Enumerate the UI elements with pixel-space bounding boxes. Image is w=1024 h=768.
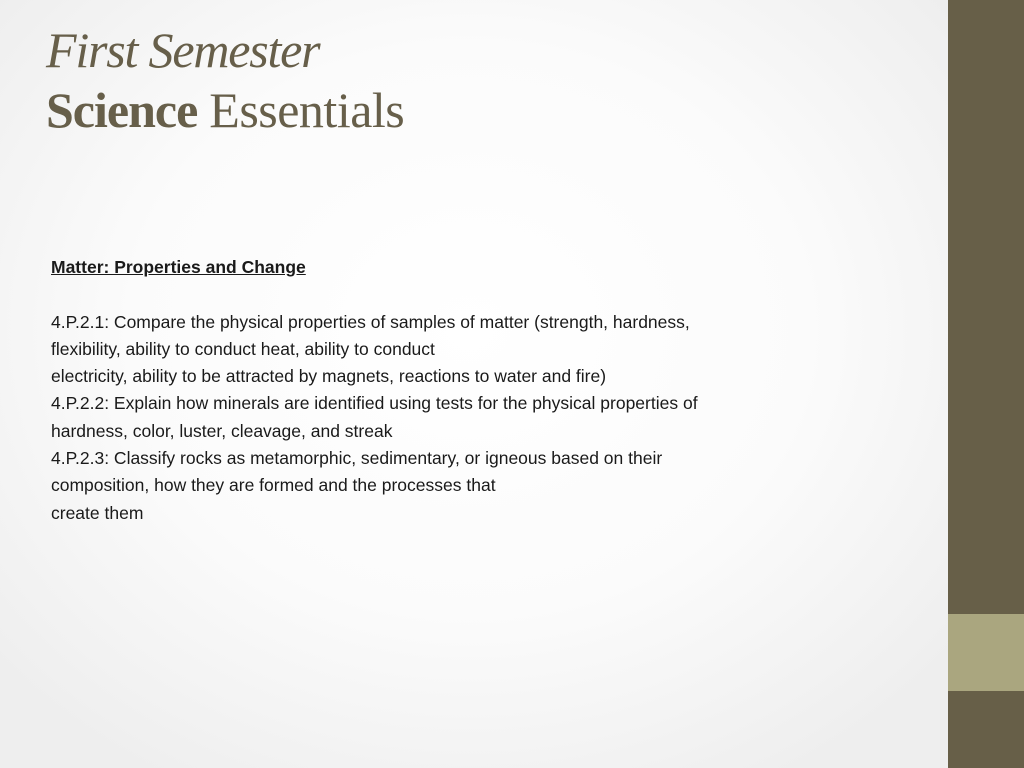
body-line: create them xyxy=(51,502,144,523)
body-line: flexibility, ability to conduct heat, ability to conduct xyxy=(51,338,435,359)
title-line-1: First Semester xyxy=(46,22,320,78)
body-line: 4.P.2.3: Classify rocks as metamorphic, sedimentary, or igneous based on their xyxy=(51,448,663,469)
title-line-2 xyxy=(46,80,404,140)
body-line: hardness, color, luster, cleavage, and streak xyxy=(51,420,393,441)
body-line: composition, how they are formed and the processes that xyxy=(51,475,496,496)
slide-body xyxy=(51,254,911,527)
blank-line xyxy=(51,281,911,308)
section-heading: Matter: Properties and Change xyxy=(51,257,306,277)
body-line: 4.P.2.1: Compare the physical properties of samples of matter (strength, hardness, xyxy=(51,311,690,332)
body-line: 4.P.2.2: Explain how minerals are identified using tests for the physical properties of xyxy=(51,393,698,414)
slide-title xyxy=(46,20,404,140)
body-line: electricity, ability to be attracted by magnets, reactions to water and fire) xyxy=(51,366,607,387)
sidebar-accent-block xyxy=(948,614,1024,691)
title-rest-word: Essentials xyxy=(209,82,405,138)
title-bold-word: Science xyxy=(46,82,198,138)
